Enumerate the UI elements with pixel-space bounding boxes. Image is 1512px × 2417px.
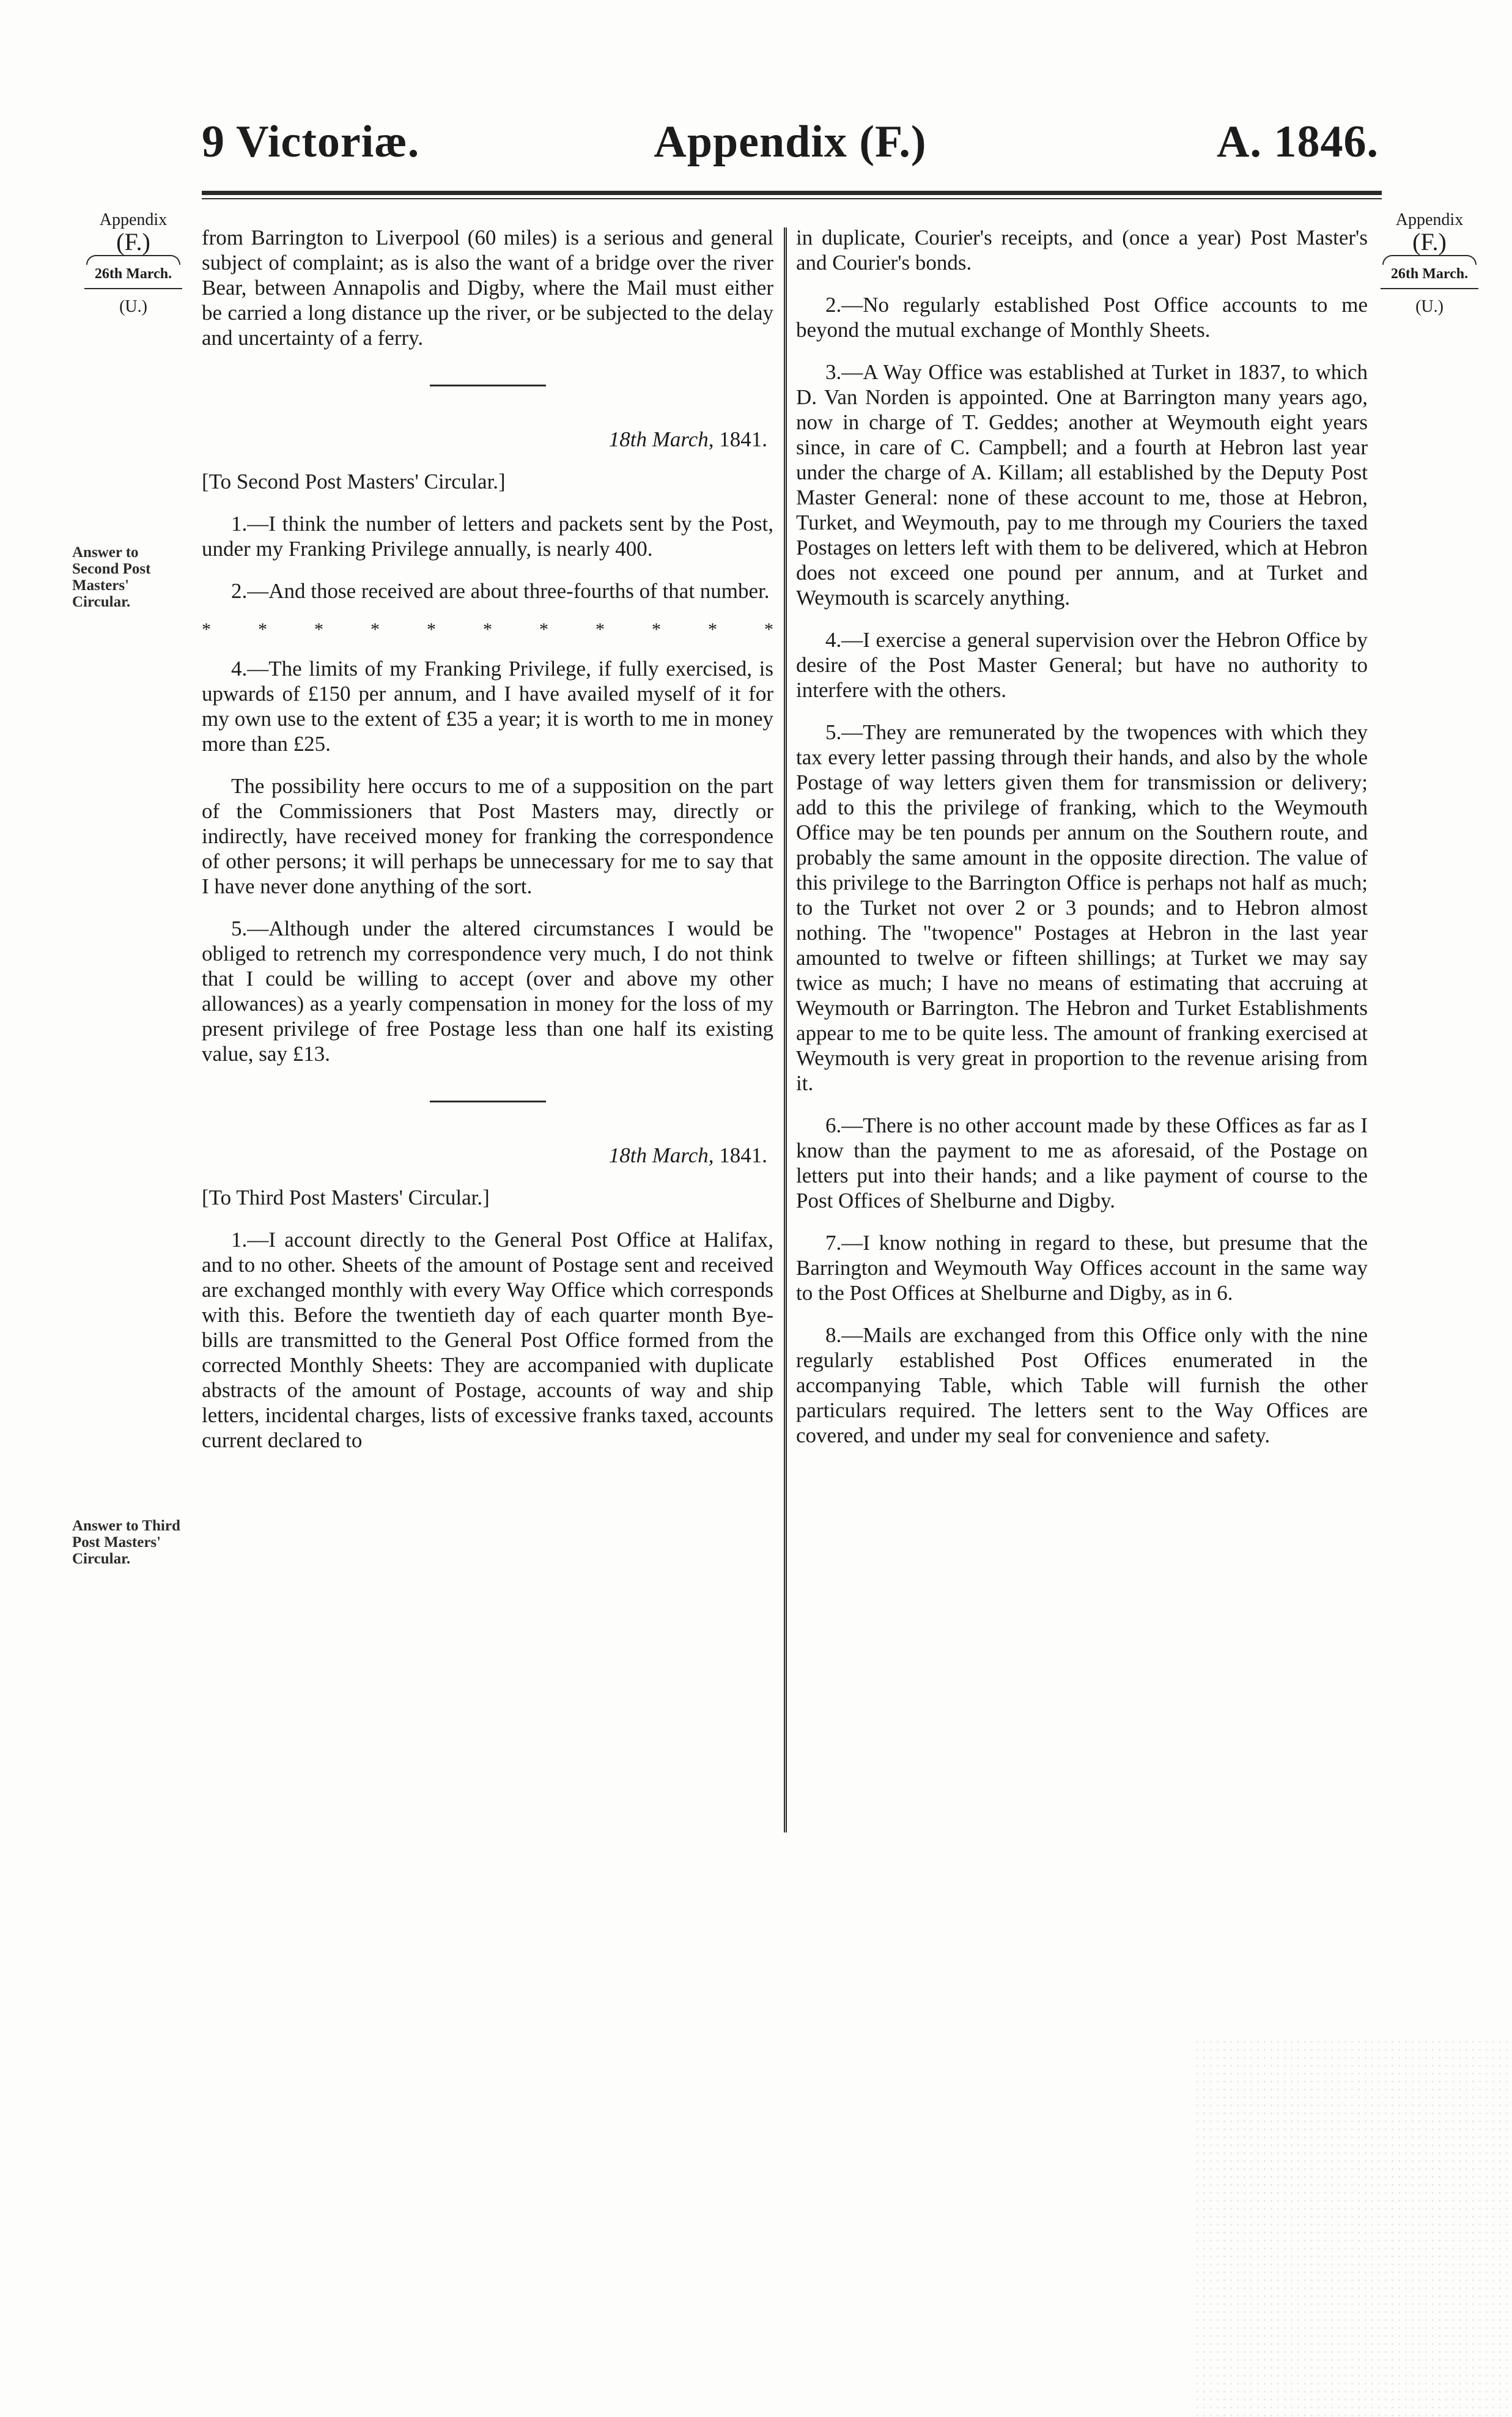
- paragraph: The possibility here occurs to me of a supposition on the part of the Commissioners that Post Masters may, directly or indirectly, have received money for franking the correspondence of other persons; it will perhaps be unnecessary for me to say that I have never done anything of the sort.: [202, 774, 773, 898]
- margin-rule: [1381, 288, 1478, 289]
- circular-heading: [To Second Post Masters' Circular.]: [202, 470, 506, 493]
- paragraph: 2.—No regularly established Post Office accounts to me beyond the mutual exchange of Monthly Sheets.: [796, 293, 1368, 342]
- paragraph: 6.—There is no other account made by these Offices as far as I know than the payment to me as aforesaid, of the Postage on letters put into their hands; and a like payment of course to the Post Offices of Shelburne and Digby.: [796, 1113, 1368, 1212]
- paragraph-continued: in duplicate, Courier's receipts, and (once a year) Post Master's and Courier's bonds.: [796, 226, 1368, 275]
- paragraph: 1.—I think the number of letters and packets sent by the Post, under my Franking Privilege annually, is nearly 400.: [202, 512, 773, 561]
- column-divider: [784, 227, 787, 1832]
- margin-appendix-label: Appendix: [1395, 210, 1464, 229]
- date-year: 1841.: [714, 1143, 767, 1167]
- letter-date: [202, 427, 773, 452]
- brace-divider: [86, 255, 180, 265]
- header-title: Appendix (F.): [654, 117, 927, 167]
- margin-sub-letter: (U.): [119, 297, 147, 316]
- paragraph: 7.—I know nothing in regard to these, but presume that the Barrington and Weymouth Way Offices account in the same way to the Post Offices at Shelburne and Digby, as in 6.: [796, 1231, 1368, 1305]
- section-rule: [430, 1101, 546, 1102]
- header-year: A. 1846.: [1217, 117, 1379, 167]
- paragraph: 5.—Although under the altered circumstances I would be obliged to retrench my correspondence very much, I do not think that I could be willing to accept (over and above my other allowances) as a yearly compensation in money for the loss of my present privilege of free Postage less than one half its existing value, say £13.: [202, 917, 773, 1066]
- side-label-third-circular: Answer to Third Post Masters' Circular.: [72, 1518, 180, 1567]
- date-year: 1841.: [714, 427, 767, 451]
- paragraph: 3.—A Way Office was established at Turket in 1837, to which D. Van Norden is appointed. One at Barrington many years ago, now in charge of T. Geddes; another at Weymouth eight years since, in care of C. Campbell; and a fourth at Hebron last year under the charge of A. Killam; all established by the Deputy Post Master General: none of these account to me, those at Hebron, Turket, and Weymouth, pay to me through my Couriers the taxed Postages on letters left with them to be delivered, which at Hebron does not exceed one pound per annum, and at Turket and Weymouth is scarcely anything.: [796, 360, 1368, 610]
- margin-appendix-label: Appendix: [99, 210, 168, 229]
- margin-rule: [84, 288, 182, 289]
- paragraph: 5.—They are remunerated by the twopences with which they tax every letter passing through their hands, and also by the whole Postage of way letters given them for transmission or delivery; add to this the privilege of franking, which to the Weymouth Office may be ten pounds per annum on the Southern route, and probably the same amount in the opposite direction. The value of this privilege to the Barrington Office is perhaps not half as much; to the Turket not over 2 or 3 pounds; and to Hebron almost nothing. The "twopence" Postages at Hebron in the last year amounted to twelve or fifteen shillings; at Turket we may say twice as much; I have no means of estimating that accruing at Weymouth or Barrington. The Hebron and Turket Establishments appear to me to be quite less. The amount of franking exercised at Weymouth is very great in proportion to the revenue arising from it.: [796, 720, 1368, 1095]
- margin-sub-letter: (U.): [1415, 297, 1444, 316]
- margin-date: 26th March.: [94, 266, 172, 282]
- side-label-second-circular: Answer to Second Post Masters' Circular.: [72, 544, 151, 610]
- right-column: [796, 225, 1368, 1465]
- paragraph-intro: from Barrington to Liverpool (60 miles) is a serious and general subject of complaint; as is also the want of a bridge over the river Bear, between Annapolis and Digby, where the Mail must either be carried a long distance up the river, or be subjected to the delay and uncertainty of a ferry.: [202, 226, 773, 350]
- date-day: 18th March,: [608, 427, 714, 451]
- margin-date: 26th March.: [1390, 266, 1469, 282]
- paragraph: 1.—I account directly to the General Post Office at Halifax, and to no other. Sheets of the amount of Postage sent and received are exchanged monthly with every Way Office which corresponds with this. Before the twentieth day of each quarter month Bye-bills are transmitted to the General Post Office formed from the corrected Monthly Sheets: They are accompanied with duplicate abstracts of the amount of Postage, accounts of way and ship letters, incidental charges, lists of excessive franks taxed, accounts current declared to: [202, 1228, 773, 1452]
- margin-appendix-letter: (F.): [1412, 228, 1447, 256]
- page-header: [202, 119, 1379, 186]
- ellipsis-stars: * * * * * * * * * * *: [202, 619, 773, 640]
- paragraph: 4.—I exercise a general supervision over the Hebron Office by desire of the Post Master General; but have no authority to interfere with the others.: [796, 628, 1368, 702]
- header-rule-thick: [202, 191, 1382, 195]
- section-rule: [430, 385, 546, 386]
- date-day: 18th March,: [608, 1143, 714, 1167]
- left-column: [202, 225, 773, 1470]
- paper-speckle: [1194, 2038, 1512, 2417]
- paragraph: 2.—And those received are about three-fourths of that number.: [231, 579, 770, 603]
- letter-date: [202, 1143, 773, 1168]
- header-session: 9 Victoriæ.: [202, 117, 420, 167]
- brace-divider: [1382, 255, 1477, 265]
- circular-heading: [To Third Post Masters' Circular.]: [202, 1186, 490, 1209]
- header-rule-thin: [202, 198, 1382, 199]
- margin-appendix-letter: (F.): [116, 228, 150, 256]
- paragraph: 8.—Mails are exchanged from this Office only with the nine regularly established Post Offices enumerated in the accompanying Table, which Table will furnish the other particulars required. The letters sent to the Way Offices are covered, and under my seal for convenience and safety.: [796, 1323, 1368, 1447]
- margin-note-right: [1374, 211, 1484, 316]
- margin-note-left: [78, 211, 188, 316]
- paragraph: 4.—The limits of my Franking Privilege, if fully exercised, is upwards of £150 per annum, and I have availed myself of it for my own use to the extent of £35 a year; it is worth to me in money more than £25.: [202, 657, 773, 756]
